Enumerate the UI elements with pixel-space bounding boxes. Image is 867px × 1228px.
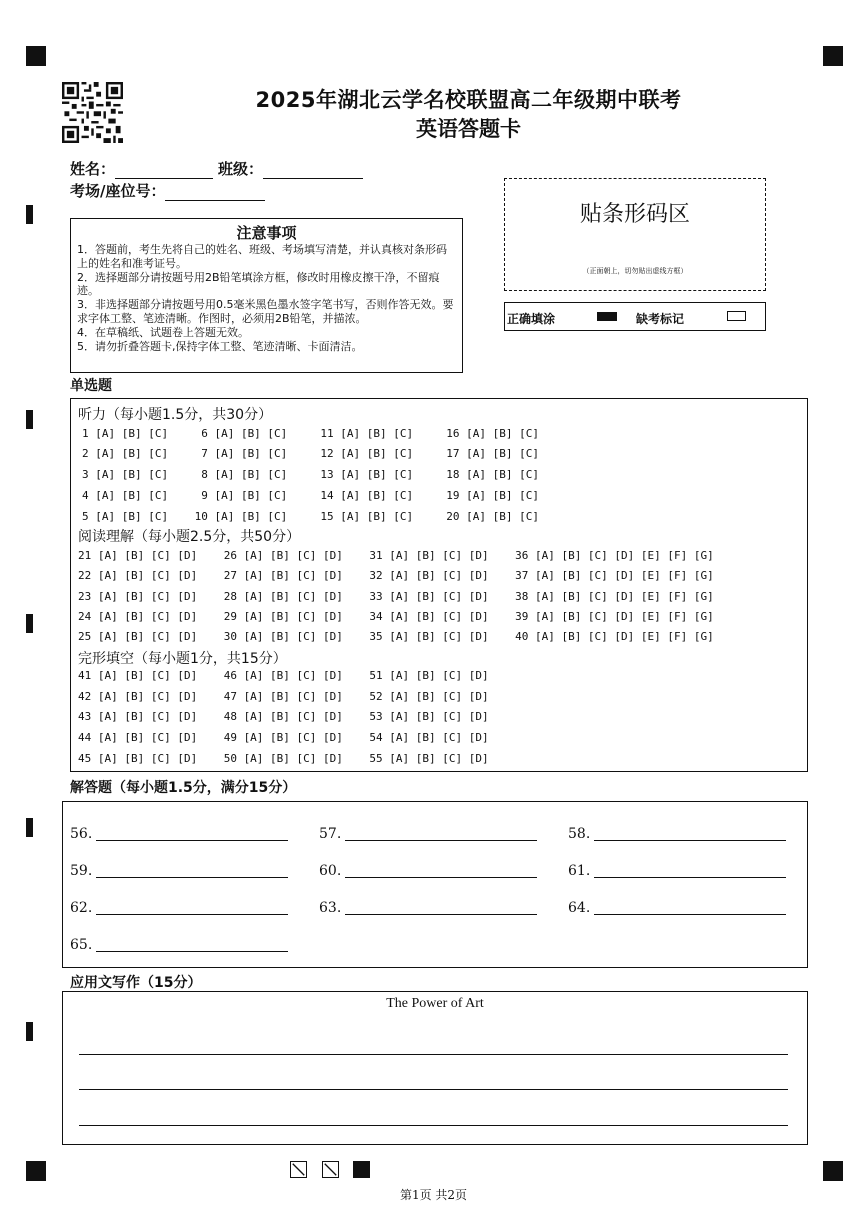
answer-line[interactable] — [345, 877, 537, 878]
writing-box[interactable] — [62, 991, 808, 1145]
notice-title: 注意事项 — [236, 224, 297, 242]
absent-mark-box[interactable] — [727, 311, 746, 321]
cloze-label: 完形填空（每小题1分，共15分） — [78, 651, 287, 667]
short-answer-label: 解答题（每小题1.5分，满分15分） — [70, 780, 297, 796]
answer-item[interactable] — [568, 826, 594, 842]
page-number: 第1页 共2页 — [399, 1188, 468, 1202]
notice-body — [71, 243, 462, 353]
writing-line[interactable] — [79, 1089, 788, 1090]
timing-mark — [26, 205, 33, 224]
answer-item[interactable] — [70, 900, 96, 916]
answer-item[interactable] — [568, 900, 594, 916]
answer-item[interactable] — [319, 826, 345, 842]
answer-line[interactable] — [345, 914, 537, 915]
choice-row[interactable]: 23 [A] [B] [C] [D] 28 [A] [B] [C] [D] 33 [A] [B] [C] [D] 38 [A] [B] [C] [D] [E] [F] [G] — [78, 590, 714, 603]
answer-item[interactable] — [319, 900, 345, 916]
choice-row[interactable]: 22 [A] [B] [C] [D] 27 [A] [B] [C] [D] 32 [A] [B] [C] [D] 37 [A] [B] [C] [D] [E] [F] [G] — [78, 569, 714, 582]
barcode-label: 贴条形码区 — [579, 202, 690, 227]
choice-row[interactable]: 25 [A] [B] [C] [D] 30 [A] [B] [C] [D] 35 [A] [B] [C] [D] 40 [A] [B] [C] [D] [E] [F] [G] — [78, 630, 714, 643]
exam-title: 2025年湖北云学名校联盟高二年级期中联考 — [255, 88, 682, 112]
correct-fill-label: 正确填涂 — [507, 312, 556, 326]
notice-box — [70, 218, 463, 373]
notice-line: 5．请勿折叠答题卡,保持字体工整、笔迹清晰、卡面清洁。 — [77, 339, 363, 353]
choice-row[interactable]: 5 [A] [B] [C] 10 [A] [B] [C] 15 [A] [B] [C] 20 [A] [B] [C] — [82, 510, 539, 523]
answer-number: 57. — [319, 826, 342, 842]
choice-row[interactable]: 4 [A] [B] [C] 9 [A] [B] [C] 14 [A] [B] [C] 19 [A] [B] [C] — [82, 489, 539, 502]
notice-line: 2．选择题部分请按题号用2B铅笔填涂方框，修改时用橡皮擦干净，不留痕迹。 — [77, 270, 440, 298]
answer-number: 64. — [568, 900, 591, 916]
barcode-note: （正面朝上，切勿贴出虚线方框） — [582, 267, 688, 275]
choice-row[interactable]: 21 [A] [B] [C] [D] 26 [A] [B] [C] [D] 31 [A] [B] [C] [D] 36 [A] [B] [C] [D] [E] [F] [G] — [78, 549, 714, 562]
answer-line[interactable] — [96, 877, 288, 878]
filled-box-icon — [353, 1161, 370, 1178]
answer-line[interactable] — [96, 914, 288, 915]
listening-label: 听力（每小题1.5分，共30分） — [78, 407, 273, 423]
name-field[interactable] — [70, 158, 213, 179]
timing-mark — [26, 818, 33, 837]
answer-item[interactable] — [70, 826, 96, 842]
choice-row[interactable]: 45 [A] [B] [C] [D] 50 [A] [B] [C] [D] 55 [A] [B] [C] [D] — [78, 752, 489, 765]
answer-number: 65. — [70, 937, 93, 953]
reading-label: 阅读理解（每小题2.5分，共50分） — [78, 529, 301, 545]
writing-label: 应用文写作（15分） — [70, 975, 202, 991]
answer-number: 56. — [70, 826, 93, 842]
answer-item[interactable] — [319, 863, 345, 879]
choice-row[interactable]: 43 [A] [B] [C] [D] 48 [A] [B] [C] [D] 53 [A] [B] [C] [D] — [78, 710, 489, 723]
crossed-box-icon — [290, 1161, 307, 1178]
answer-line[interactable] — [594, 914, 786, 915]
answer-line[interactable] — [345, 840, 537, 841]
notice-line: 4．在草稿纸、试题卷上答题无效。 — [77, 325, 249, 339]
class-field[interactable] — [218, 158, 363, 179]
correct-fill-sample — [597, 312, 617, 321]
registration-mark — [26, 1161, 46, 1181]
answer-sheet-subtitle: 英语答题卡 — [416, 117, 521, 141]
timing-mark — [26, 410, 33, 429]
writing-line[interactable] — [79, 1125, 788, 1126]
registration-mark — [26, 46, 46, 66]
choice-row[interactable]: 1 [A] [B] [C] 6 [A] [B] [C] 11 [A] [B] [C] 16 [A] [B] [C] — [82, 427, 539, 440]
answer-item[interactable] — [568, 863, 594, 879]
answer-item[interactable] — [70, 863, 96, 879]
choice-row[interactable]: 41 [A] [B] [C] [D] 46 [A] [B] [C] [D] 51 [A] [B] [C] [D] — [78, 669, 489, 682]
answer-number: 59. — [70, 863, 93, 879]
answer-number: 60. — [319, 863, 342, 879]
choice-row[interactable]: 24 [A] [B] [C] [D] 29 [A] [B] [C] [D] 34 [A] [B] [C] [D] 39 [A] [B] [C] [D] [E] [F] [G] — [78, 610, 714, 623]
short-answer-box — [62, 801, 808, 968]
seat-field[interactable] — [70, 180, 265, 201]
writing-line[interactable] — [79, 1054, 788, 1055]
choice-row[interactable]: 3 [A] [B] [C] 8 [A] [B] [C] 13 [A] [B] [C] 18 [A] [B] [C] — [82, 468, 539, 481]
name-label: 姓名： — [70, 160, 116, 178]
answer-line[interactable] — [594, 877, 786, 878]
notice-line: 1．答题前，考生先将自己的姓名、班级、考场填写清楚，并认真核对条形码上的姓名和准考证号。 — [77, 243, 447, 270]
seat-label: 考场/座位号： — [70, 182, 166, 200]
absent-mark-label: 缺考标记 — [636, 312, 685, 326]
class-label: 班级： — [218, 160, 264, 178]
fill-legend — [504, 302, 766, 331]
notice-line: 3．非选择题部分请按题号用0.5毫米黑色墨水签字笔书写，否则作答无效。要求字体工整、笔迹清晰。作图时，必须用2B铅笔，并描浓。 — [77, 298, 454, 325]
timing-mark — [26, 1022, 33, 1041]
answer-number: 62. — [70, 900, 93, 916]
answer-item[interactable] — [70, 937, 96, 953]
single-choice-label: 单选题 — [70, 378, 112, 394]
answer-line[interactable] — [96, 951, 288, 952]
crossed-box-icon — [322, 1161, 339, 1178]
writing-prompt-title: The Power of Art — [386, 996, 484, 1011]
choice-row[interactable]: 44 [A] [B] [C] [D] 49 [A] [B] [C] [D] 54 [A] [B] [C] [D] — [78, 731, 489, 744]
barcode-area[interactable] — [504, 178, 766, 291]
choice-row[interactable]: 2 [A] [B] [C] 7 [A] [B] [C] 12 [A] [B] [C] 17 [A] [B] [C] — [82, 447, 539, 460]
answer-number: 61. — [568, 863, 591, 879]
seat-blank[interactable] — [165, 186, 265, 201]
registration-mark — [823, 46, 843, 66]
answer-number: 58. — [568, 826, 591, 842]
name-blank[interactable] — [115, 164, 213, 179]
choice-row[interactable]: 42 [A] [B] [C] [D] 47 [A] [B] [C] [D] 52 [A] [B] [C] [D] — [78, 690, 489, 703]
registration-mark — [823, 1161, 843, 1181]
answer-line[interactable] — [96, 840, 288, 841]
answer-line[interactable] — [594, 840, 786, 841]
timing-mark — [26, 614, 33, 633]
answer-number: 63. — [319, 900, 342, 916]
class-blank[interactable] — [263, 164, 363, 179]
